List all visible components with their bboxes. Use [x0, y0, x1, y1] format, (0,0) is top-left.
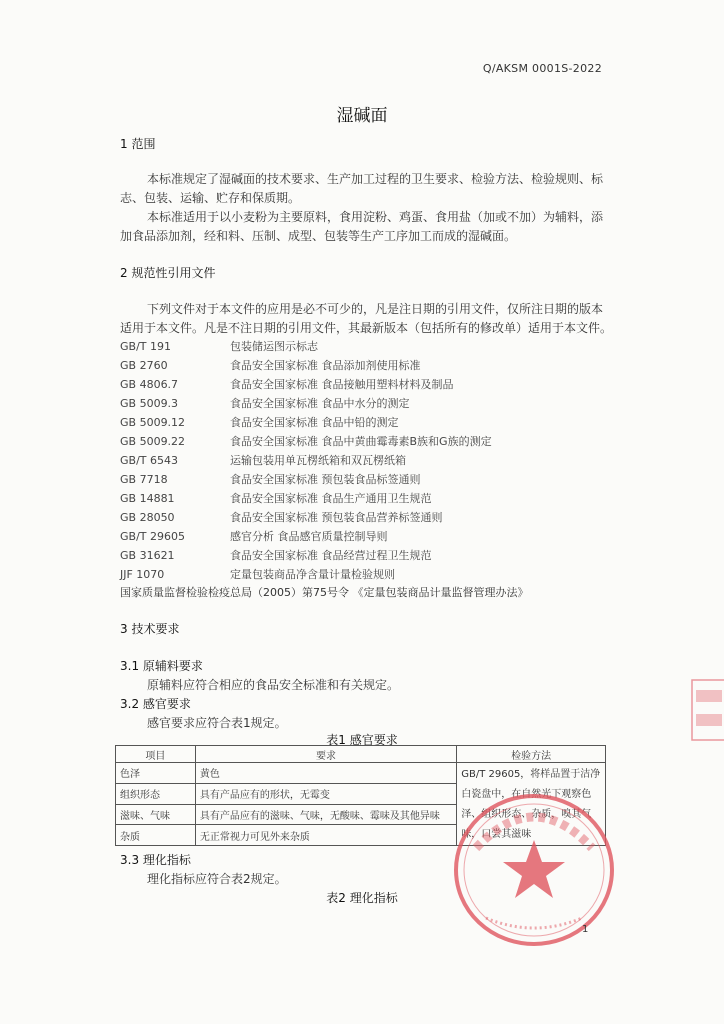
reference-code: GB 7718	[120, 473, 168, 486]
reference-entry	[120, 452, 406, 468]
scope-paragraph-1-line-2: 志、包装、运输、贮存和保质期。	[120, 191, 301, 205]
side-stamp-icon	[690, 676, 724, 744]
scope-paragraph-1-line-1: 本标准规定了湿碱面的技术要求、生产加工过程的卫生要求、检验方法、检验规则、标	[147, 172, 604, 186]
document-number: Q/AKSM 0001S-2022	[482, 62, 602, 75]
reference-entry	[120, 357, 421, 373]
table-row	[116, 763, 606, 784]
reference-name: 食品安全国家标准 预包装食品标签通则	[230, 473, 421, 486]
section-1-heading: 1 范围	[120, 137, 156, 151]
reference-entry	[120, 566, 395, 582]
section-3-2-heading: 3.2 感官要求	[120, 697, 191, 711]
row-requirement: 无正常视力可见外来杂质	[195, 825, 456, 846]
reference-name: 包装储运图示标志	[230, 340, 318, 353]
reference-code: GB 14881	[120, 492, 175, 505]
references-intro-line-1: 下列文件对于本文件的应用是必不可少的，凡是注日期的引用文件，仅所注日期的版本	[147, 302, 604, 316]
row-item: 杂质	[116, 825, 196, 846]
reference-name: 食品安全国家标准 食品中铅的测定	[230, 416, 399, 429]
column-header-method: 检验方法	[457, 746, 606, 763]
reference-code: GB 5009.3	[120, 397, 179, 410]
table-2-caption: 表2 理化指标	[326, 891, 398, 905]
reference-name: 食品安全国家标准 食品添加剂使用标准	[230, 359, 421, 372]
reference-code: JJF 1070	[120, 568, 165, 581]
section-3-3-heading: 3.3 理化指标	[120, 853, 191, 867]
row-requirement: 具有产品应有的形状，无霉变	[195, 783, 456, 804]
page-title: 湿碱面	[336, 106, 388, 126]
reference-regulation: 国家质量监督检验检疫总局（2005）第75号令 《定量包装商品计量监督管理办法》	[120, 586, 529, 599]
column-header-requirement: 要求	[195, 746, 456, 763]
section-3-3-text: 理化指标应符合表2规定。	[147, 872, 287, 886]
reference-name: 食品安全国家标准 预包装食品营养标签通则	[230, 511, 443, 524]
row-item: 滋味、气味	[116, 804, 196, 825]
reference-code: GB/T 29605	[120, 530, 185, 543]
reference-code: GB 5009.12	[120, 416, 186, 429]
page-number: 1	[582, 924, 589, 935]
reference-entry	[120, 547, 432, 563]
section-3-2-text: 感官要求应符合表1规定。	[147, 716, 287, 730]
reference-name: 食品安全国家标准 食品生产通用卫生规范	[230, 492, 432, 505]
reference-entry	[120, 338, 318, 354]
references-intro-line-2: 适用于本文件。凡是不注日期的引用文件，其最新版本（包括所有的修改单）适用于本文件。	[120, 321, 613, 335]
reference-name: 食品安全国家标准 食品接触用塑料材料及制品	[230, 378, 454, 391]
row-requirement: 黄色	[195, 763, 456, 784]
reference-name: 食品安全国家标准 食品经营过程卫生规范	[230, 549, 432, 562]
reference-name: 食品安全国家标准 食品中水分的测定	[230, 397, 410, 410]
scope-paragraph-2-line-1: 本标准适用于以小麦粉为主要原料，食用淀粉、鸡蛋、食用盐（加或不加）为辅料，添	[147, 210, 604, 224]
reference-entry	[120, 433, 492, 449]
reference-code: GB 2760	[120, 359, 168, 372]
reference-name: 定量包装商品净含量计量检验规则	[230, 568, 395, 581]
reference-entry	[120, 471, 421, 487]
reference-entry	[120, 376, 454, 392]
table-1-caption: 表1 感官要求	[326, 733, 398, 747]
section-3-heading: 3 技术要求	[120, 622, 180, 636]
reference-code: GB 28050	[120, 511, 175, 524]
reference-code: GB 31621	[120, 549, 175, 562]
reference-entry	[120, 528, 388, 544]
column-header-item: 项目	[116, 746, 196, 763]
scope-paragraph-2-line-2: 加食品添加剂，经和料、压制、成型、包装等生产工序加工而成的湿碱面。	[120, 229, 517, 243]
reference-entry	[120, 414, 399, 430]
reference-entry	[120, 509, 443, 525]
row-item: 组织形态	[116, 783, 196, 804]
reference-code: GB 4806.7	[120, 378, 179, 391]
row-requirement: 具有产品应有的滋味、气味，无酸味、霉味及其他异味	[195, 804, 456, 825]
section-2-heading: 2 规范性引用文件	[120, 266, 216, 280]
table-header-row	[116, 746, 606, 763]
company-seal-icon	[446, 788, 622, 948]
reference-entry	[120, 395, 410, 411]
reference-code: GB/T 191	[120, 340, 171, 353]
reference-entry	[120, 490, 432, 506]
reference-name: 食品安全国家标准 食品中黄曲霉毒素B族和G族的测定	[230, 435, 492, 448]
reference-name: 感官分析 食品感官质量控制导则	[230, 530, 388, 543]
section-3-1-text: 原辅料应符合相应的食品安全标准和有关规定。	[147, 678, 400, 692]
reference-code: GB/T 6543	[120, 454, 178, 467]
reference-code: GB 5009.22	[120, 435, 186, 448]
reference-name: 运输包装用单瓦楞纸箱和双瓦楞纸箱	[230, 454, 406, 467]
inspection-method: GB/T 29605，将样品置于洁净白瓷盘中，在自然光下观察色泽、组织形态、杂质，嗅其气味，口尝其滋味	[457, 763, 606, 846]
row-item: 色泽	[116, 763, 196, 784]
section-3-1-heading: 3.1 原辅料要求	[120, 659, 203, 673]
